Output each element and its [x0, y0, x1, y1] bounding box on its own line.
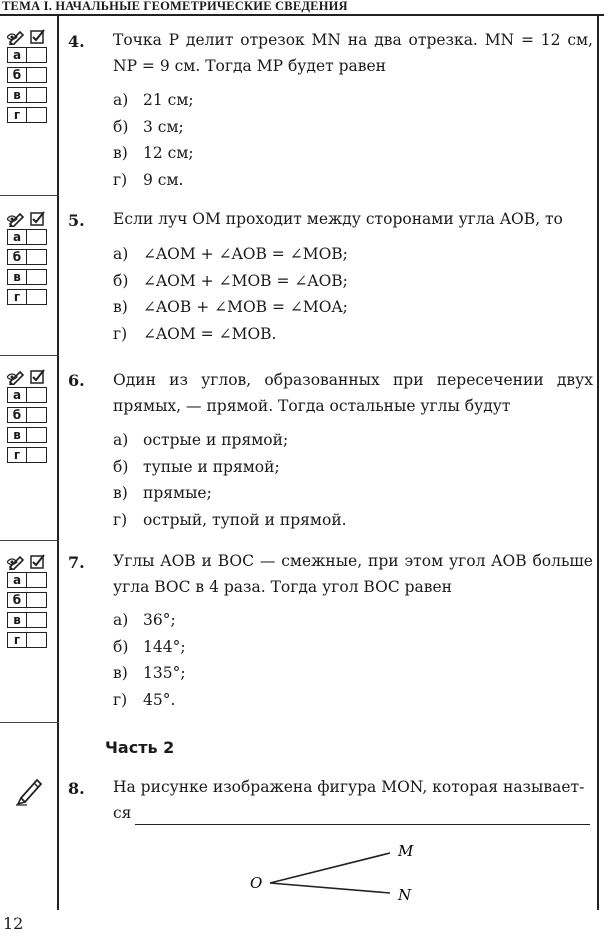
pen-icon — [13, 776, 45, 806]
answer-option[interactable] — [113, 687, 186, 714]
answer-option[interactable] — [113, 660, 186, 687]
pencil-icon — [7, 211, 29, 227]
answer-row — [7, 289, 53, 307]
option-label: а) — [113, 91, 129, 109]
answer-row — [7, 87, 53, 105]
option-text: ∠AOB + ∠MOB = ∠MOA; — [143, 298, 348, 316]
margin-rule-left — [57, 15, 59, 910]
pencil-icon — [7, 554, 29, 570]
answer-checkbox[interactable] — [27, 632, 47, 648]
answer-letter: в — [7, 427, 27, 443]
answer-letter: б — [7, 249, 27, 265]
answer-checkbox[interactable] — [27, 269, 47, 285]
ray-om — [270, 853, 390, 883]
answer-letter: г — [7, 107, 27, 123]
angle-figure — [240, 838, 430, 910]
options-q4 — [113, 87, 194, 193]
answer-letter: б — [7, 592, 27, 608]
answer-checkbox[interactable] — [27, 387, 47, 403]
question-text: Точка P делит отрезок MN на два отрезка. MN = 12 см, NP = 9 см. Тогда MP будет равен — [113, 31, 593, 75]
question-number: 7. — [68, 553, 85, 572]
answer-letter: в — [7, 612, 27, 628]
question-text: Углы AOB и BOC — смежные, при этом угол AOB больше угла BOC в 4 раза. Тогда угол BOC равен — [113, 552, 593, 596]
answer-checkbox[interactable] — [27, 229, 47, 245]
option-label: г) — [113, 170, 128, 189]
option-text: 45°. — [143, 690, 176, 709]
answer-grid-q5 — [7, 210, 53, 307]
option-label: б) — [113, 117, 129, 136]
page-number: 12 — [3, 914, 24, 933]
answer-checkbox[interactable] — [27, 107, 47, 123]
label-n: N — [398, 886, 412, 904]
answer-option[interactable] — [113, 140, 194, 167]
answer-option[interactable] — [113, 607, 186, 634]
checkbox-check-icon — [30, 369, 45, 384]
answer-letter: г — [7, 289, 27, 305]
answer-checkbox[interactable] — [27, 572, 47, 588]
answer-row — [7, 632, 53, 650]
answer-checkbox[interactable] — [27, 87, 47, 103]
question-number: 5. — [68, 211, 85, 230]
option-label: б) — [113, 457, 129, 476]
options-q5 — [113, 241, 348, 347]
answer-row — [7, 67, 53, 85]
label-m: M — [398, 842, 414, 860]
answer-row — [7, 407, 53, 425]
answer-blank-line[interactable] — [135, 824, 590, 825]
option-label: г) — [113, 324, 128, 343]
question-text-line1: На рисунке изображена фигура MON, которая называет- — [113, 778, 585, 796]
answer-option[interactable] — [113, 480, 347, 507]
option-text: тупые и прямой; — [143, 457, 280, 476]
answer-letter: в — [7, 269, 27, 285]
option-text: ∠AOM + ∠AOB = ∠MOB; — [143, 245, 348, 263]
option-label: б) — [113, 271, 129, 290]
margin-separator — [0, 355, 59, 356]
option-text: ∠AOM + ∠MOB = ∠AOB; — [143, 271, 348, 290]
answer-option[interactable] — [113, 114, 194, 141]
option-label: а) — [113, 245, 129, 263]
answer-letter: а — [7, 47, 27, 63]
answer-option[interactable] — [113, 634, 186, 661]
option-label: а) — [113, 611, 129, 629]
ray-on — [270, 883, 390, 893]
answer-letter: в — [7, 87, 27, 103]
margin-separator — [0, 540, 59, 541]
question-number: 8. — [68, 779, 85, 798]
question-text: Один из углов, образованных при пересечении двух прямых, — прямой. Тогда остальные углы будут — [113, 371, 593, 415]
option-text: острый, тупой и прямой. — [143, 510, 347, 529]
part-title: Часть 2 — [105, 738, 175, 757]
option-text: ∠AOM = ∠MOB. — [143, 324, 277, 343]
answer-checkbox[interactable] — [27, 407, 47, 423]
option-label: в) — [113, 484, 128, 502]
option-label: в) — [113, 298, 128, 316]
option-label: г) — [113, 510, 128, 529]
answer-letter: а — [7, 387, 27, 403]
margin-separator — [0, 722, 59, 723]
answer-grid-q6 — [7, 368, 53, 465]
answer-option[interactable] — [113, 427, 347, 454]
answer-row — [7, 572, 53, 590]
label-o: O — [250, 874, 263, 892]
answer-checkbox[interactable] — [27, 47, 47, 63]
option-text: 36°; — [143, 611, 176, 629]
answer-checkbox[interactable] — [27, 249, 47, 265]
header-rule — [0, 14, 604, 16]
answer-row — [7, 427, 53, 445]
answer-letter: г — [7, 632, 27, 648]
answer-row — [7, 107, 53, 125]
option-text: 144°; — [143, 637, 186, 656]
option-label: в) — [113, 664, 128, 682]
options-q7 — [113, 607, 186, 713]
margin-rule-right — [597, 15, 599, 910]
question-number: 4. — [68, 32, 85, 51]
answer-row — [7, 229, 53, 247]
checkbox-check-icon — [30, 554, 45, 569]
question-text-line2: ся — [113, 804, 132, 822]
option-text: 21 см; — [143, 91, 194, 109]
answer-checkbox[interactable] — [27, 447, 47, 463]
answer-row — [7, 387, 53, 405]
answer-letter: а — [7, 572, 27, 588]
checkbox-check-icon — [30, 29, 45, 44]
answer-option[interactable] — [113, 87, 194, 114]
answer-option[interactable] — [113, 454, 347, 481]
answer-letter: а — [7, 229, 27, 245]
answer-grid-q7 — [7, 553, 53, 650]
option-text: 135°; — [143, 664, 186, 682]
question-number: 6. — [68, 371, 85, 390]
answer-checkbox[interactable] — [27, 427, 47, 443]
option-text: 9 см. — [143, 170, 184, 189]
question-text: Если луч OM проходит между сторонами угла AOB, то — [113, 210, 563, 228]
page-header: ТЕМА I. НАЧАЛЬНЫЕ ГЕОМЕТРИЧЕСКИЕ СВЕДЕНИЯ — [2, 0, 348, 13]
answer-checkbox[interactable] — [27, 289, 47, 305]
answer-option[interactable] — [113, 507, 347, 534]
answer-checkbox[interactable] — [27, 592, 47, 608]
answer-checkbox[interactable] — [27, 67, 47, 83]
option-label: б) — [113, 637, 129, 656]
answer-option[interactable] — [113, 294, 348, 321]
answer-row — [7, 269, 53, 287]
checkbox-check-icon — [30, 211, 45, 226]
answer-option[interactable] — [113, 167, 194, 194]
option-text: 12 см; — [143, 144, 194, 162]
answer-row — [7, 47, 53, 65]
answer-row — [7, 612, 53, 630]
answer-letter: б — [7, 407, 27, 423]
margin-separator — [0, 195, 59, 196]
option-label: г) — [113, 690, 128, 709]
answer-option[interactable] — [113, 241, 348, 268]
answer-row — [7, 447, 53, 465]
option-text: 3 см; — [143, 117, 184, 136]
answer-option[interactable] — [113, 321, 348, 348]
answer-option[interactable] — [113, 268, 348, 295]
option-text: острые и прямой; — [143, 431, 289, 449]
option-label: а) — [113, 431, 129, 449]
pencil-icon — [7, 369, 29, 385]
answer-checkbox[interactable] — [27, 612, 47, 628]
answer-letter: б — [7, 67, 27, 83]
answer-row — [7, 249, 53, 267]
answer-letter: г — [7, 447, 27, 463]
pencil-icon — [7, 29, 29, 45]
answer-grid-q4 — [7, 28, 53, 125]
option-text: прямые; — [143, 484, 212, 502]
answer-row — [7, 592, 53, 610]
options-q6 — [113, 427, 347, 533]
option-label: в) — [113, 144, 128, 162]
